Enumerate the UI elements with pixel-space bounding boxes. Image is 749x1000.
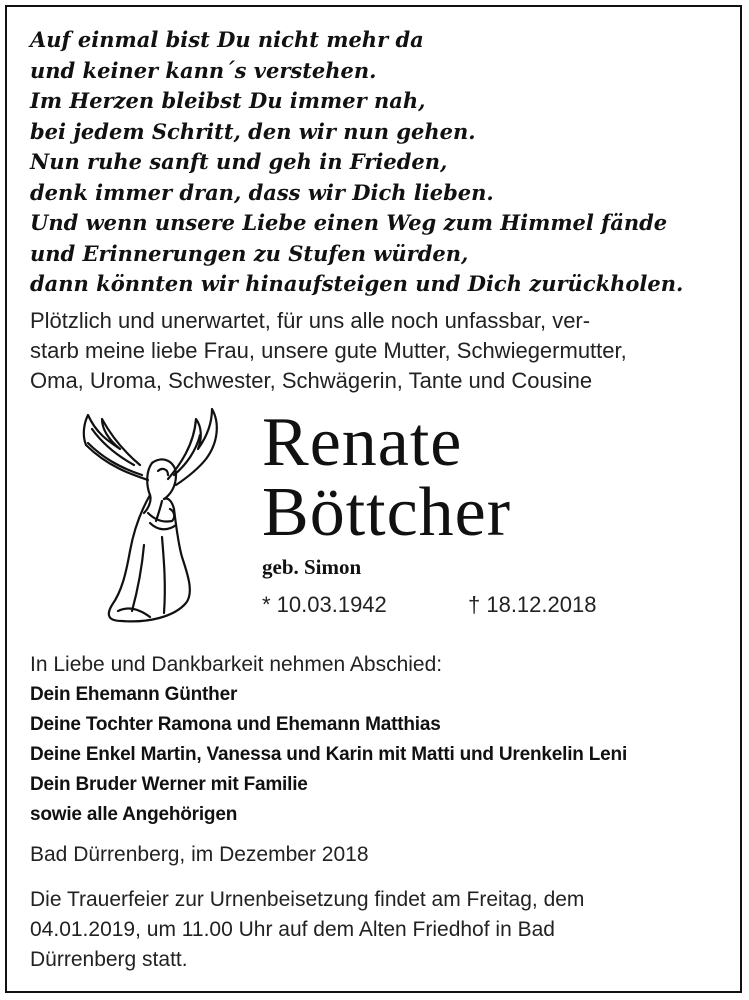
last-name: Böttcher (262, 474, 512, 551)
poem-line: dann könnten wir hinaufsteigen und Dich zurückholen. (30, 271, 684, 296)
mourners-section (30, 650, 730, 830)
first-name: Renate (262, 404, 463, 481)
memorial-poem (30, 25, 730, 300)
deceased-name (262, 404, 512, 551)
mourner-line: Deine Tochter Ramona und Ehemann Matthias (30, 714, 441, 735)
announcement-line: Plötzlich und unerwartet, für uns alle noch unfassbar, ver- (30, 308, 591, 333)
service-line: Dürrenberg statt. (30, 948, 188, 971)
death-announcement (30, 306, 720, 396)
place-and-date: Bad Dürrenberg, im Dezember 2018 (30, 843, 369, 866)
mourner-line: Dein Bruder Werner mit Familie (30, 774, 308, 795)
poem-line: und Erinnerungen zu Stufen würden, (30, 240, 469, 266)
poem-line: denk immer dran, dass wir Dich lieben. (30, 179, 494, 205)
announcement-line: starb meine liebe Frau, unsere gute Mutter, Schwiegermutter, (30, 338, 627, 363)
poem-line: Und wenn unsere Liebe einen Weg zum Himmel fände (30, 210, 668, 235)
mourner-line: Deine Enkel Martin, Vanessa und Karin mit Matti und Urenkelin Leni (30, 744, 628, 765)
mourner-line: sowie alle Angehörigen (30, 804, 238, 825)
service-line: 04.01.2019, um 11.00 Uhr auf dem Alten Friedhof in Bad (30, 918, 555, 941)
funeral-service-info (30, 885, 730, 975)
maiden-name: geb. Simon (262, 555, 362, 579)
poem-line: Auf einmal bist Du nicht mehr da (30, 27, 424, 52)
poem-line: bei jedem Schritt, den wir nun gehen. (30, 118, 476, 144)
service-line: Die Trauerfeier zur Urnenbeisetzung findet am Freitag, dem (30, 888, 585, 911)
angel-icon (78, 405, 228, 625)
announcement-line: Oma, Uroma, Schwester, Schwägerin, Tante und Cousine (30, 368, 593, 393)
farewell-lead: In Liebe und Dankbarkeit nehmen Abschied: (30, 653, 443, 676)
poem-line: und keiner kann´s verstehen. (30, 57, 377, 83)
poem-line: Im Herzen bleibst Du immer nah, (30, 88, 426, 113)
mourner-line: Dein Ehemann Günther (30, 684, 238, 705)
poem-line: Nun ruhe sanft und geh in Frieden, (30, 149, 448, 174)
death-date: † 18.12.2018 (468, 592, 597, 617)
birth-date: * 10.03.1942 (262, 592, 387, 617)
